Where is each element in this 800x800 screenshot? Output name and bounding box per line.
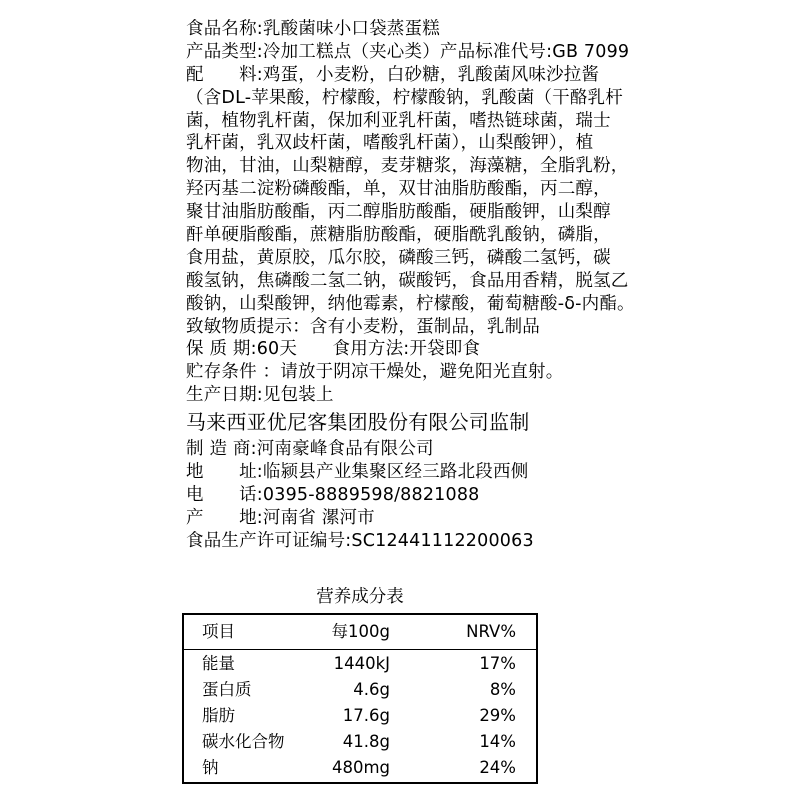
nutrient-amount: 17.6g [342, 706, 390, 725]
product-name-line: 食品名称:乳酸菌味小口袋蒸蛋糕 [186, 19, 440, 39]
table-row [184, 651, 536, 677]
ingredients-line: 酸钠，山梨酸钾，纳他霉素，柠檬酸，葡萄糖酸-δ-内酯。 [186, 293, 635, 314]
label-text [186, 18, 746, 553]
table-row [184, 703, 536, 729]
nutrient-amount: 1440kJ [333, 654, 390, 673]
nutrient-name: 脂肪 [202, 706, 235, 725]
nutrition-table [182, 613, 538, 784]
ingredients-line: 酸氢钠，焦磷酸二氢二钠，碳酸钙，食品用香精，脱氢乙 [186, 270, 629, 291]
nutrition-divider [184, 649, 536, 650]
ingredients-line: 聚甘油脂肪酸酯，丙二醇脂肪酸酯，硬脂酸钾，山梨醇 [186, 202, 611, 223]
ingredients-line: 酐单硬脂酸酯，蔗糖脂肪酸酯，硬脂酰乳酸钠，磷脂， [186, 225, 611, 246]
production-date-line: 生产日期:见包装上 [186, 385, 334, 406]
nutrient-amount: 480mg [331, 758, 390, 777]
ingredients-line: 菌，植物乳杆菌，保加利亚乳杆菌，嗜热链球菌，瑞士 [186, 110, 611, 131]
product-type-line: 产品类型:冷加工糕点（夹心类）产品标准代号:GB 7099 [186, 41, 630, 62]
nutrient-nrv: 29% [479, 706, 516, 725]
ingredients-line: 乳杆菌，乳双歧杆菌，嗜酸乳杆菌），山梨酸钾），植 [186, 133, 594, 154]
table-row [184, 729, 536, 755]
nutrient-nrv: 8% [489, 680, 516, 699]
origin-line: 产 地:河南省 漯河市 [186, 507, 375, 528]
license-line: 食品生产许可证编号:SC12441112200063 [186, 530, 534, 551]
table-row [184, 677, 536, 703]
table-row [184, 755, 536, 781]
storage-line: 贮存条件 ：请放于阴凉干燥处，避免阳光直射。 [186, 362, 564, 383]
ingredients-line: 物油，甘油，山梨糖醇，麦芽糖浆，海藻糖，全脂乳粉， [186, 156, 629, 177]
header-item: 项目 [202, 622, 235, 641]
nutrition-title: 营养成分表 [316, 587, 404, 607]
nutrient-name: 钠 [202, 758, 219, 777]
nutrient-nrv: 14% [479, 732, 516, 751]
nutrition-header-row [184, 619, 536, 645]
shelf-life-line: 保 质 期:60天 食用方法:开袋即食 [186, 339, 481, 360]
nutrient-name: 蛋白质 [202, 680, 252, 699]
nutrient-nrv: 24% [479, 758, 516, 777]
ingredients-line: （含DL-苹果酸，柠檬酸，柠檬酸钠，乳酸菌（干酪乳杆 [186, 87, 623, 108]
address-line: 地 址:临颍县产业集聚区经三路北段西侧 [186, 462, 529, 483]
ingredients-line: 配 料:鸡蛋，小麦粉，白砂糖，乳酸菌风味沙拉酱 [186, 64, 600, 85]
manufacturer-line: 制 造 商:河南豪峰食品有限公司 [186, 439, 434, 460]
nutrient-amount: 4.6g [353, 680, 390, 699]
header-per100g: 每100g [331, 622, 390, 641]
allergen-line: 致敏物质提示：含有小麦粉，蛋制品，乳制品 [186, 316, 540, 337]
nutrient-name: 能量 [202, 654, 235, 673]
company-line: 马来西亚优尼客集团股份有限公司监制 [186, 410, 530, 435]
header-nrv: NRV% [466, 622, 516, 641]
ingredients-line: 羟丙基二淀粉磷酸酯，单，双甘油脂肪酸酯，丙二醇， [186, 179, 611, 200]
ingredients-line: 食用盐，黄原胶，瓜尔胶，磷酸三钙，磷酸二氢钙，碳 [186, 247, 611, 268]
nutrient-amount: 41.8g [342, 732, 390, 751]
nutrient-nrv: 17% [479, 654, 516, 673]
nutrient-name: 碳水化合物 [202, 732, 285, 751]
phone-line: 电 话:0395-8889598/8821088 [186, 484, 480, 505]
